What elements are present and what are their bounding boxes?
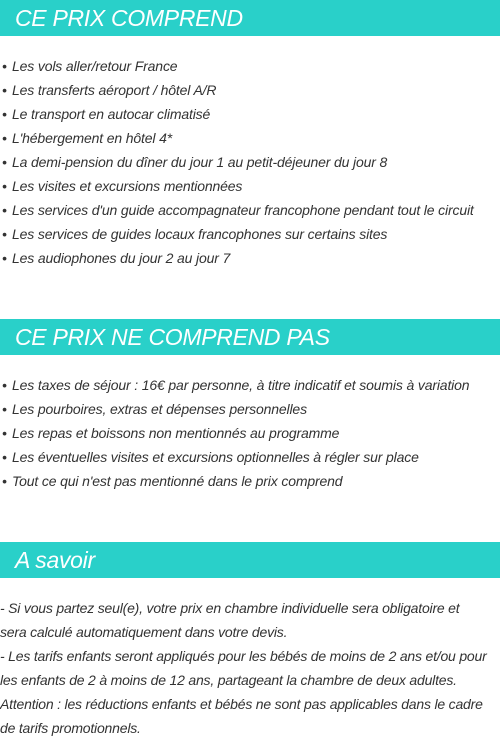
list-item: • Le transport en autocar climatisé bbox=[2, 102, 498, 126]
bullet: • bbox=[2, 377, 7, 393]
list-item: • La demi-pension du dîner du jour 1 au petit-déjeuner du jour 8 bbox=[2, 150, 498, 174]
bullet: • bbox=[2, 130, 7, 146]
bullet: • bbox=[2, 82, 7, 98]
included-list bbox=[2, 54, 498, 270]
list-item: • Les audiophones du jour 2 au jour 7 bbox=[2, 246, 498, 270]
list-item: • Les repas et boissons non mentionnés au programme bbox=[2, 421, 498, 445]
bullet: • bbox=[2, 449, 7, 465]
list-item: • Tout ce qui n'est pas mentionné dans le prix comprend bbox=[2, 469, 498, 493]
bullet: • bbox=[2, 226, 7, 242]
list-item: • L'hébergement en hôtel 4* bbox=[2, 126, 498, 150]
bullet: • bbox=[2, 178, 7, 194]
bullet: • bbox=[2, 58, 7, 74]
section-header-not-included: CE PRIX NE COMPREND PAS bbox=[0, 319, 500, 355]
note-line: - Les tarifs enfants seront appliqués pour les bébés de moins de 2 ans et/ou pour bbox=[0, 648, 487, 664]
note-line: - Si vous partez seul(e), votre prix en chambre individuelle sera obligatoire et bbox=[0, 600, 460, 616]
list-item: • Les vols aller/retour France bbox=[2, 54, 498, 78]
note-line: sera calculé automatiquement dans votre devis. bbox=[0, 624, 288, 640]
bullet: • bbox=[2, 250, 7, 266]
bullet: • bbox=[2, 106, 7, 122]
bullet: • bbox=[2, 425, 7, 441]
list-item: • Les services d'un guide accompagnateur francophone pendant tout le circuit bbox=[2, 198, 498, 222]
list-item: • Les visites et excursions mentionnées bbox=[2, 174, 498, 198]
note-line: Attention : les réductions enfants et bébés ne sont pas applicables dans le cadre bbox=[0, 696, 483, 712]
note-line: de tarifs promotionnels. bbox=[0, 720, 141, 736]
list-item: • Les services de guides locaux francophones sur certains sites bbox=[2, 222, 498, 246]
bullet: • bbox=[2, 473, 7, 489]
section-header-a-savoir: A savoir bbox=[0, 542, 500, 578]
list-item: • Les pourboires, extras et dépenses personnelles bbox=[2, 397, 498, 421]
section-header-included: CE PRIX COMPREND bbox=[0, 0, 500, 36]
list-item: • Les transferts aéroport / hôtel A/R bbox=[2, 78, 498, 102]
bullet: • bbox=[2, 401, 7, 417]
note-line: les enfants de 2 à moins de 12 ans, partageant la chambre de deux adultes. bbox=[0, 672, 457, 688]
list-item: • Les taxes de séjour : 16€ par personne, à titre indicatif et soumis à variation bbox=[2, 373, 498, 397]
bullet: • bbox=[2, 154, 7, 170]
not-included-list bbox=[2, 373, 498, 493]
list-item: • Les éventuelles visites et excursions optionnelles à régler sur place bbox=[2, 445, 498, 469]
bullet: • bbox=[2, 202, 7, 218]
a-savoir-notes bbox=[0, 596, 500, 739]
